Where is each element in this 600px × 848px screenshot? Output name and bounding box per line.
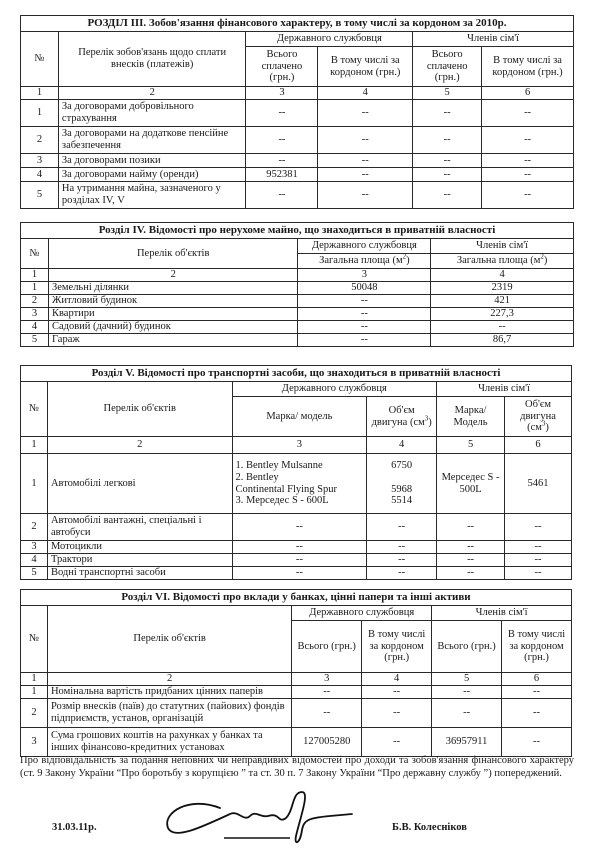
cell-value: --: [318, 168, 413, 182]
table-row: [21, 127, 574, 154]
row-label: За договорами добровільного страхування: [58, 100, 246, 127]
col-header-number: №: [21, 606, 48, 673]
cell-value: 36957911: [432, 728, 502, 757]
col-number: 3: [298, 269, 431, 282]
group-header-family: Членів сім'ї: [431, 239, 574, 254]
row-number: 5: [21, 182, 59, 209]
responsibility-statement: Про відповідальність за подання неповних чи неправдивих відомостей про доходи та зобов'язання фінансового характеру (ст. 9 Закону України “Про боротьбу з корупцією ” та ст. 30 п. 7 Закону України “Про державну службу ”) попереджений.: [20, 755, 574, 779]
col-number: 1: [21, 87, 59, 100]
col-header-number: №: [21, 32, 59, 87]
cell-value: --: [432, 699, 502, 728]
cell-value: --: [482, 168, 574, 182]
cell-value: --: [246, 127, 318, 154]
section-5-title: Розділ V. Відомості про транспортні засоби, що знаходиться в приватній власності: [21, 366, 572, 382]
col-number: 2: [48, 269, 297, 282]
col-header-family-abroad: В тому числі за кордоном (грн.): [482, 47, 574, 87]
cell-value: 50048: [298, 282, 431, 295]
row-label: Земельні ділянки: [48, 282, 297, 295]
cell-value: --: [318, 127, 413, 154]
cell-value: --: [482, 100, 574, 127]
table-row: [21, 182, 574, 209]
row-number: 3: [21, 541, 48, 554]
row-number: 2: [21, 127, 59, 154]
col-header-obligations-list: Перелік зобов'язань щодо сплати внесків (платежів): [58, 32, 246, 87]
col-header-official-abroad: В тому числі за кордоном (грн.): [362, 621, 432, 673]
table-row: [21, 554, 572, 567]
cell-value: 127005280: [292, 728, 362, 757]
cell-value: --: [502, 686, 572, 699]
table-row: [21, 308, 574, 321]
group-header-family: Членів сім'ї: [413, 32, 574, 47]
table-row: [21, 514, 572, 541]
cell-value: --: [437, 554, 505, 567]
table-row: [21, 728, 572, 757]
row-number: 1: [21, 282, 49, 295]
cell-value: --: [232, 541, 367, 554]
group-header-official: Державного службовця: [298, 239, 431, 254]
row-label: Квартири: [48, 308, 297, 321]
col-number: 5: [432, 673, 502, 686]
col-header-family-model: Марка/ Модель: [437, 397, 505, 437]
col-header-number: №: [21, 239, 49, 269]
col-number: 4: [367, 437, 437, 454]
cell-value: --: [298, 308, 431, 321]
cell-value: --: [413, 168, 482, 182]
cell-value: --: [413, 127, 482, 154]
section-5-vehicles-table: [20, 365, 572, 580]
cell-value: --: [362, 728, 432, 757]
cell-value: --: [482, 154, 574, 168]
row-number: 2: [21, 295, 49, 308]
group-header-family: Членів сім'ї: [437, 382, 572, 397]
cell-value: --: [298, 295, 431, 308]
row-number: 2: [21, 699, 48, 728]
col-header-number: №: [21, 382, 48, 437]
row-label: За договорами позики: [58, 154, 246, 168]
section-4-real-estate-table: [20, 222, 574, 347]
cell-value: --: [437, 567, 505, 580]
official-car-models: 1. Bentley Mulsanne 2. Bentley Continental Flying Spur 3. Мерседес S - 600L: [232, 454, 367, 514]
table-row: [21, 100, 574, 127]
col-header-official-total: Всього сплачено (грн.): [246, 47, 318, 87]
col-header-objects-list: Перелік об'єктів: [47, 606, 291, 673]
signatory-name: Б.В. Колесніков: [392, 822, 467, 833]
col-header-official-abroad: В тому числі за кордоном (грн.): [318, 47, 413, 87]
group-header-family: Членів сім'ї: [432, 606, 572, 621]
table-row: [21, 334, 574, 347]
cell-value: --: [437, 541, 505, 554]
table-row: [21, 282, 574, 295]
cell-value: --: [505, 554, 572, 567]
cell-value: --: [292, 699, 362, 728]
cell-value: --: [246, 182, 318, 209]
cell-value: --: [505, 514, 572, 541]
table-row: [21, 454, 572, 514]
row-label: На утримання майна, зазначеного у розділах IV, V: [58, 182, 246, 209]
col-number: 3: [292, 673, 362, 686]
col-number: 6: [505, 437, 572, 454]
col-number: 2: [47, 437, 232, 454]
row-label: Житловий будинок: [48, 295, 297, 308]
row-label: Автомобілі легкові: [47, 454, 232, 514]
row-number: 4: [21, 168, 59, 182]
table-row: [21, 567, 572, 580]
group-header-official: Державного службовця: [232, 382, 437, 397]
col-header-family-total: Всього (грн.): [432, 621, 502, 673]
col-header-family-volume: Об'єм двигуна $(см^3)$: [505, 397, 572, 437]
cell-value: 421: [431, 295, 574, 308]
col-header-official-area: Загальна площа $(м^2)$: [298, 254, 431, 269]
col-header-objects-list: Перелік об'єктів: [47, 382, 232, 437]
cell-value: --: [367, 554, 437, 567]
col-number: 5: [437, 437, 505, 454]
cell-value: 227,3: [431, 308, 574, 321]
row-number: 5: [21, 567, 48, 580]
cell-value: --: [502, 728, 572, 757]
cell-value: 2319: [431, 282, 574, 295]
table-row: [21, 686, 572, 699]
cell-value: --: [246, 154, 318, 168]
col-number: 3: [232, 437, 367, 454]
row-number: 1: [21, 100, 59, 127]
col-header-family-area: Загальна площа $(м^2)$: [431, 254, 574, 269]
row-label: Номінальна вартість придбаних цінних паперів: [47, 686, 291, 699]
cell-value: --: [298, 321, 431, 334]
row-number: 1: [21, 454, 48, 514]
table-row: [21, 321, 574, 334]
row-label: Садовий (дачний) будинок: [48, 321, 297, 334]
cell-value: --: [482, 127, 574, 154]
family-car-volume: 5461: [505, 454, 572, 514]
table-row: [21, 699, 572, 728]
col-number: 4: [362, 673, 432, 686]
col-header-objects-list: Перелік об'єктів: [48, 239, 297, 269]
col-number: 2: [58, 87, 246, 100]
family-car-model: Мерседес S - 500L: [437, 454, 505, 514]
cell-value: --: [318, 182, 413, 209]
row-number: 3: [21, 728, 48, 757]
cell-value: --: [505, 541, 572, 554]
cell-value: --: [413, 154, 482, 168]
cell-value: --: [431, 321, 574, 334]
row-number: 3: [21, 154, 59, 168]
col-header-official-total: Всього (грн.): [292, 621, 362, 673]
cell-value: --: [367, 541, 437, 554]
cell-value: --: [246, 100, 318, 127]
section-4-title: Розділ IV. Відомості про нерухоме майно, що знаходиться в приватній власності: [21, 223, 574, 239]
row-number: 2: [21, 514, 48, 541]
section-6-title: Розділ VI. Відомості про вклади у банках, цінні папери та інші активи: [21, 590, 572, 606]
col-header-family-abroad: В тому числі за кордоном (грн.): [502, 621, 572, 673]
official-car-volumes: 6750 5968 5514: [367, 454, 437, 514]
row-label: Розмір внесків (паїв) до статутних (пайових) фондів підприємств, установ, організацій: [47, 699, 291, 728]
col-number: 3: [246, 87, 318, 100]
row-label: Автомобілі вантажні, спеціальні і автобуси: [47, 514, 232, 541]
group-header-official: Державного службовця: [292, 606, 432, 621]
row-number: 5: [21, 334, 49, 347]
cell-value: --: [232, 567, 367, 580]
cell-value: --: [232, 514, 367, 541]
cell-value: --: [367, 567, 437, 580]
cell-value: --: [505, 567, 572, 580]
signature-date: 31.03.11р.: [52, 822, 97, 833]
cell-value: --: [413, 100, 482, 127]
cell-value: --: [362, 699, 432, 728]
cell-value: --: [413, 182, 482, 209]
cell-value: --: [502, 699, 572, 728]
col-number: 5: [413, 87, 482, 100]
cell-value: --: [318, 154, 413, 168]
table-row: [21, 154, 574, 168]
section-3-title: РОЗДІЛ ІІІ. Зобов'язання фінансового характеру, в тому числі за кордоном за 2010р.: [21, 16, 574, 32]
row-label: Мотоцикли: [47, 541, 232, 554]
cell-value: --: [362, 686, 432, 699]
row-label: За договорами найму (оренди): [58, 168, 246, 182]
row-label: Трактори: [47, 554, 232, 567]
cell-value: --: [298, 334, 431, 347]
table-row: [21, 168, 574, 182]
row-number: 3: [21, 308, 49, 321]
col-number: 1: [21, 269, 49, 282]
row-number: 4: [21, 554, 48, 567]
row-label: Гараж: [48, 334, 297, 347]
cell-value: --: [292, 686, 362, 699]
col-number: 1: [21, 673, 48, 686]
row-label: За договорами на додаткове пенсійне забезпечення: [58, 127, 246, 154]
col-number: 4: [318, 87, 413, 100]
row-number: 1: [21, 686, 48, 699]
cell-value: --: [232, 554, 367, 567]
signature-icon: [160, 788, 360, 848]
col-number: 4: [431, 269, 574, 282]
col-header-official-model: Марка/ модель: [232, 397, 367, 437]
cell-value: --: [367, 514, 437, 541]
col-header-official-volume: Об'єм двигуна $(см^3)$: [367, 397, 437, 437]
cell-value: 86,7: [431, 334, 574, 347]
section-3-obligations-table: [20, 15, 574, 209]
cell-value: --: [482, 182, 574, 209]
col-number: 6: [502, 673, 572, 686]
cell-value: --: [318, 100, 413, 127]
col-header-family-total: Всього сплачено (грн.): [413, 47, 482, 87]
col-number: 6: [482, 87, 574, 100]
cell-value: --: [437, 514, 505, 541]
cell-value: --: [432, 686, 502, 699]
table-row: [21, 295, 574, 308]
col-number: 1: [21, 437, 48, 454]
row-label: Сума грошових коштів на рахунках у банках та інших фінансово-кредитних установах: [47, 728, 291, 757]
col-number: 2: [47, 673, 291, 686]
row-label: Водні транспортні засоби: [47, 567, 232, 580]
group-header-official: Державного службовця: [246, 32, 413, 47]
section-6-assets-table: [20, 589, 572, 757]
row-number: 4: [21, 321, 49, 334]
table-row: [21, 541, 572, 554]
cell-value: 952381: [246, 168, 318, 182]
